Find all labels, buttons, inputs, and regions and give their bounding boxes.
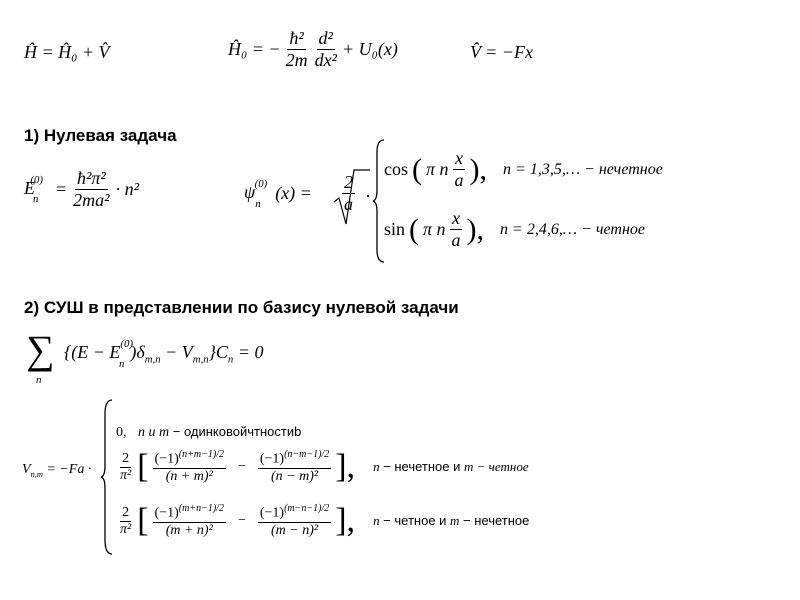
formula-text: Ĥ₀ = − [228,39,281,59]
matrix-case-zero [116,424,301,441]
bracket-close: ], [335,502,356,539]
symbol-e: $E_n^{(0)}$ [24,173,43,206]
paren-close: ), [469,152,488,186]
condition: n = 2,4,6,… − четное [500,220,645,238]
denominator: 2m [285,50,308,70]
condition: n = 1,3,5,… − нечетное [503,160,663,178]
equals: = [55,179,68,199]
sum-icon: ∑ [26,327,55,372]
fraction: $\frac{(-1)^{(m+n-1)/2}}{\text{(m + n)²}}$ [154,503,224,538]
perturbation-operator [470,42,533,63]
value: 0, [116,425,127,440]
hamiltonian-zero [228,28,398,71]
matrix-element-lhs: $V_{n,m} = -Fa$ · [22,462,92,479]
condition: n − четное и m − нечетное [373,513,530,528]
bracket-open: [ [137,502,149,539]
left-brace-icon [100,398,114,556]
fraction: $\frac{(-1)^{(n+m-1)/2}}{\text{(n + m)²}}$ [154,449,224,484]
formula-text: · n² [115,179,139,199]
fraction [450,208,463,251]
zero-wavefunction-lhs [244,178,312,210]
fraction [342,172,355,215]
matrix-case-even-odd [118,502,529,540]
formula-text: Ĥ = Ĥ₀ + V̂ [24,42,110,62]
energy-fraction [71,168,111,211]
hamiltonian-total [24,42,110,63]
paren-close: ), [466,212,485,246]
formula-text: + U₀(x) [341,39,398,59]
argument: π n [426,159,449,179]
condition-tail: b [294,424,302,439]
matrix-case-odd-even [118,448,529,486]
symbol-psi: $\psi_n^{(0)}$ [244,178,268,210]
sum-body: $\{(E - E^{(0)}_n)\delta_{m,n} - V_{m,n}\}C_n = 0$ [64,338,264,370]
argument: π n [423,219,446,239]
numerator: x [455,148,464,168]
paren-open: ( [409,212,420,246]
numerator: ħ²π² [76,168,106,188]
bracket-open: [ [137,448,149,485]
denominator: a [451,230,461,250]
formula-text: (x) = [275,183,312,204]
psi-case-odd [384,148,663,191]
fraction: $\frac{(-1)^{(m-n-1)/2}}{\text{(m − n)²}}$ [259,503,330,538]
fraction-hbar [284,28,310,71]
denominator: dx² [314,50,337,70]
section-title-zero-problem: 1) Нулевая задача [24,126,177,145]
minus: − [237,459,246,474]
psi-case-even [384,208,645,251]
fraction [453,148,466,191]
numerator: 2 [344,172,353,192]
numerator: d² [318,28,333,48]
fraction: $\frac{2}{\text{π²}}$ [120,450,132,483]
denominator: a [344,194,353,214]
numerator: ħ² [289,28,304,48]
zero-energy-formula [24,168,139,211]
sqrt-fraction [342,172,355,215]
condition: − одинковойчтности [169,424,295,439]
minus: − [237,513,246,528]
fraction-derivative [313,28,339,71]
dot-operator: · [365,186,371,206]
fraction: $\frac{(-1)^{(n-m-1)/2}}{\text{(n − m)²}}$ [259,449,330,484]
denominator: a [454,170,464,190]
sum-index: n [36,374,42,386]
function-name: sin [384,219,406,239]
numerator: x [452,208,461,228]
section-title-schrodinger-basis: 2) СУШ в представлении по базису нулевой задачи [24,298,459,317]
condition-vars: n и m [138,425,170,440]
denominator: 2ma² [73,190,110,210]
paren-open: ( [412,152,422,186]
condition: n − нечетное и m − четное [373,459,529,474]
formula-text: V̂ = −Fx [470,42,533,62]
fraction: $\frac{2}{\text{π²}}$ [120,504,132,537]
bracket-close: ], [335,448,356,485]
function-name: cos [384,159,408,179]
